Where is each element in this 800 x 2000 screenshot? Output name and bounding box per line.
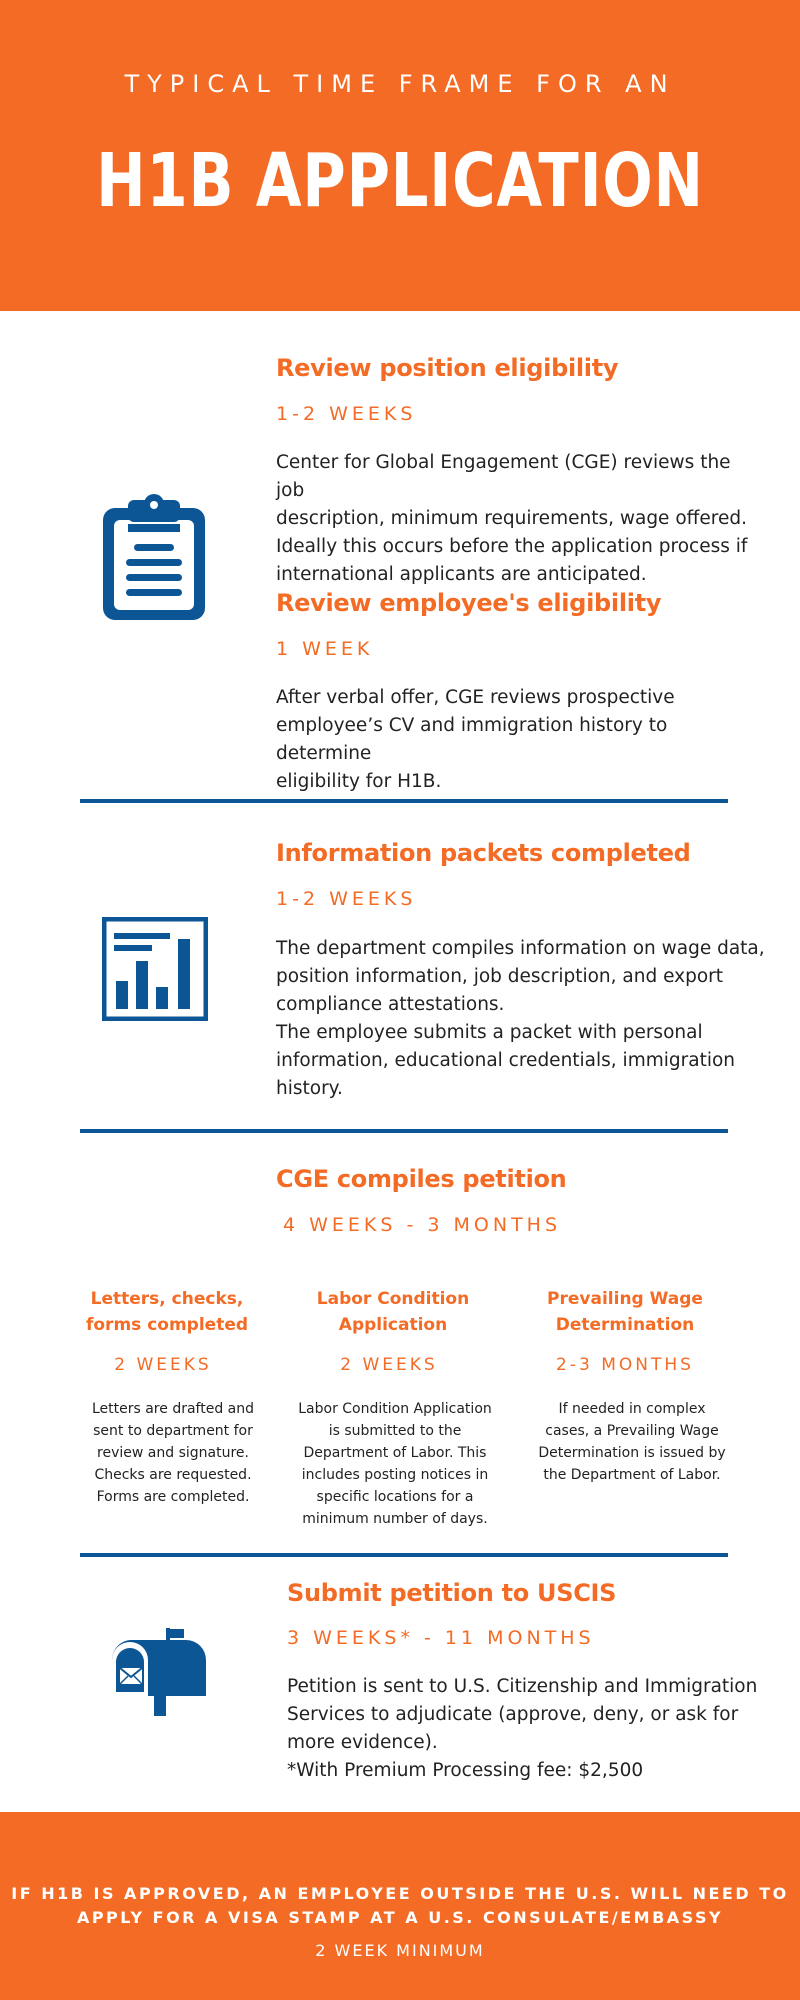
column-title-lca xyxy=(293,1286,493,1338)
body-line: position information, job description, and export xyxy=(276,966,724,987)
column-body-letters xyxy=(73,1398,273,1508)
column-body-line: If needed in complex xyxy=(558,1401,706,1417)
body-line: eligibility for H1B. xyxy=(276,771,442,792)
column-title-line: forms completed xyxy=(85,1315,249,1335)
column-body-line: review and signature. xyxy=(97,1445,249,1461)
body-line: The department compiles information on wage data, xyxy=(276,938,765,959)
body-line: international applicants are anticipated. xyxy=(276,564,647,585)
body-line: employee’s CV and immigration history to determine xyxy=(276,715,668,764)
section-body-info-packets xyxy=(276,935,766,1103)
column-body-line: Department of Labor. This xyxy=(303,1445,487,1461)
column-title-line: Labor Condition xyxy=(316,1289,470,1309)
body-line: The employee submits a packet with personal xyxy=(276,1022,703,1043)
body-line: Center for Global Engagement (CGE) reviews the job xyxy=(276,452,731,501)
column-body-line: Forms are completed. xyxy=(96,1489,250,1505)
column-title-pwd xyxy=(525,1286,725,1338)
column-body-line: includes posting notices in xyxy=(301,1467,489,1483)
column-body-line: specific locations for a xyxy=(316,1489,474,1505)
mailbox-icon xyxy=(108,1628,208,1728)
column-title-line: Determination xyxy=(555,1315,695,1335)
section-title-employee-eligibility: Review employee's eligibility xyxy=(276,589,662,617)
column-body-line: is submitted to the xyxy=(328,1423,462,1439)
column-title-letters xyxy=(67,1286,267,1338)
column-time-letters: 2 WEEKS xyxy=(114,1355,212,1375)
section-title-compiles-petition: CGE compiles petition xyxy=(276,1165,567,1193)
column-title-line: Prevailing Wage xyxy=(547,1289,703,1309)
column-body-line: Determination is issued by xyxy=(538,1445,726,1461)
footer-banner xyxy=(0,1812,800,2000)
column-time-lca: 2 WEEKS xyxy=(340,1355,438,1375)
body-line: compliance attestations. xyxy=(276,994,505,1015)
section-divider xyxy=(80,1553,728,1557)
section-title-submit-petition: Submit petition to USCIS xyxy=(287,1579,617,1607)
section-body-position-eligibility xyxy=(276,449,756,589)
header-subtitle: TYPICAL TIME FRAME FOR AN xyxy=(124,70,676,98)
header-banner xyxy=(0,0,800,311)
section-time-employee-eligibility: 1 WEEK xyxy=(276,638,374,660)
column-body-line: minimum number of days. xyxy=(302,1511,488,1527)
section-time-compiles-petition: 4 WEEKS - 3 MONTHS xyxy=(283,1214,562,1236)
body-line: more evidence). xyxy=(287,1732,438,1753)
column-title-line: Application xyxy=(338,1315,448,1335)
column-time-pwd: 2-3 MONTHS xyxy=(556,1355,694,1375)
column-body-lca xyxy=(290,1398,500,1530)
body-line: information, educational credentials, immigration xyxy=(276,1050,736,1071)
footer-line-2: APPLY FOR A VISA STAMP AT A U.S. CONSULATE/EMBASSY xyxy=(76,1908,724,1927)
column-body-line: cases, a Prevailing Wage xyxy=(545,1423,719,1439)
section-divider xyxy=(80,799,728,803)
body-line: After verbal offer, CGE reviews prospective xyxy=(276,687,675,708)
section-time-submit-petition: 3 WEEKS* - 11 MONTHS xyxy=(287,1627,595,1649)
section-title-position-eligibility: Review position eligibility xyxy=(276,354,619,382)
column-title-line: Letters, checks, xyxy=(90,1289,244,1309)
footer-line-1: IF H1B IS APPROVED, AN EMPLOYEE OUTSIDE THE U.S. WILL NEED TO xyxy=(11,1884,789,1903)
section-divider xyxy=(80,1129,728,1133)
column-body-line: Labor Condition Application xyxy=(298,1401,492,1417)
section-body-submit-petition xyxy=(287,1673,767,1785)
section-time-info-packets: 1-2 WEEKS xyxy=(276,888,417,910)
body-line: Ideally this occurs before the application process if xyxy=(276,536,748,557)
section-title-info-packets: Information packets completed xyxy=(276,839,691,867)
body-line: Services to adjudicate (approve, deny, or ask for xyxy=(287,1704,739,1725)
section-body-employee-eligibility xyxy=(276,684,756,796)
body-line: history. xyxy=(276,1078,343,1099)
column-body-line: sent to department for xyxy=(93,1423,253,1439)
bar-chart-icon xyxy=(102,917,208,1021)
column-body-pwd xyxy=(527,1398,737,1486)
body-line: Petition is sent to U.S. Citizenship and Immigration xyxy=(287,1676,758,1697)
footer-minimum: 2 WEEK MINIMUM xyxy=(315,1941,485,1960)
body-line: description, minimum requirements, wage offered. xyxy=(276,508,747,529)
page-title: H1B APPLICATION xyxy=(96,138,704,224)
column-body-line: the Department of Labor. xyxy=(543,1467,721,1483)
section-time-position-eligibility: 1-2 WEEKS xyxy=(276,403,417,425)
column-body-line: Checks are requested. xyxy=(94,1467,252,1483)
column-body-line: Letters are drafted and xyxy=(91,1401,255,1417)
body-line: *With Premium Processing fee: $2,500 xyxy=(287,1760,644,1781)
clipboard-icon xyxy=(98,492,210,624)
